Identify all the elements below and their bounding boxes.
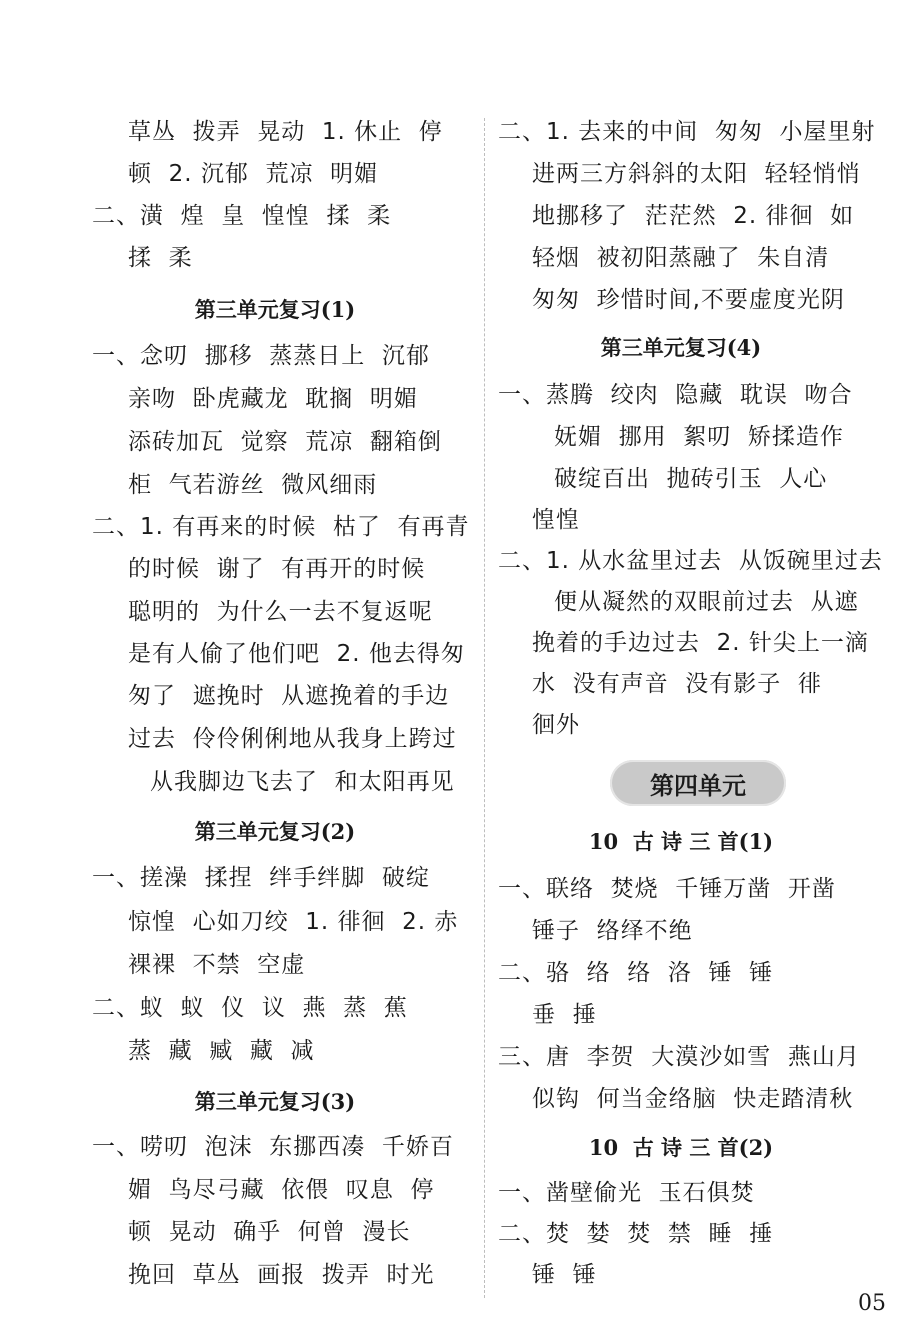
text-line: 一、搓澡 揉捏 绊手绊脚 破绽: [92, 865, 430, 891]
text-line: 从我脚边飞去了 和太阳再见: [150, 769, 455, 795]
text-line: 二、1. 从水盆里过去 从饭碗里过去: [498, 548, 883, 574]
text-line: 一、念叨 挪移 蒸蒸日上 沉郁: [92, 343, 430, 369]
text-line: 裸裸 不禁 空虚: [128, 952, 306, 978]
text-line: 聪明的 为什么一去不复返呢: [128, 599, 433, 625]
text-line: 一、凿壁偷光 玉石俱焚: [498, 1180, 755, 1206]
text-line: 一、联络 焚烧 千锤万凿 开凿: [498, 876, 836, 902]
text-line: 匆了 遮挽时 从遮挽着的手边: [128, 683, 450, 709]
text-line: 媚 鸟尽弓藏 依偎 叹息 停: [128, 1177, 435, 1203]
text-line: 进两三方斜斜的太阳 轻轻悄悄: [532, 161, 861, 187]
text-line: 一、蒸腾 绞肉 隐藏 耽误 吻合: [498, 382, 853, 408]
text-line: 二、骆 络 络 洛 锤 锤: [498, 960, 774, 986]
text-line: 徊外: [532, 712, 580, 738]
page-number: 05: [858, 1291, 886, 1316]
text-line: 惶惶: [532, 507, 580, 533]
unit-badge: 第四单元: [610, 760, 786, 806]
text-line: 挽回 草丛 画报 拨弄 时光: [128, 1262, 435, 1288]
text-line: 二、潢 煌 皇 惶惶 揉 柔: [92, 203, 392, 229]
text-line: 便从凝然的双眼前过去 从遮: [554, 589, 859, 615]
text-line: 顿 晃动 确乎 何曾 漫长: [128, 1219, 411, 1245]
text-line: 妩媚 挪用 絮叨 矫揉造作: [554, 424, 844, 450]
text-line: 添砖加瓦 觉察 荒凉 翻箱倒: [128, 429, 442, 455]
text-line: 一、唠叨 泡沫 东挪西凑 千娇百: [92, 1134, 454, 1160]
text-line: 是有人偷了他们吧 2. 他去得匆: [128, 641, 465, 667]
text-line: 草丛 拨弄 晃动 1. 休止 停: [128, 119, 443, 145]
text-line: 顿 2. 沉郁 荒凉 明媚: [128, 161, 379, 187]
text-line: 亲吻 卧虎藏龙 耽搁 明媚: [128, 386, 418, 412]
text-line: 过去 伶伶俐俐地从我身上跨过: [128, 726, 457, 752]
text-line: 挽着的手边过去 2. 针尖上一滴: [532, 630, 869, 656]
section-heading: 10 古 诗 三 首(2): [588, 1135, 774, 1160]
text-line: 锤子 络绎不绝: [532, 918, 693, 944]
text-line: 轻烟 被初阳蒸融了 朱自清: [532, 245, 830, 271]
text-line: 惊惶 心如刀绞 1. 徘徊 2. 赤: [128, 909, 459, 935]
text-line: 破绽百出 抛砖引玉 人心: [554, 466, 828, 492]
text-line: 二、焚 婪 焚 禁 睡 捶: [498, 1221, 774, 1247]
text-line: 三、唐 李贺 大漠沙如雪 燕山月: [498, 1044, 860, 1070]
text-line: 似钩 何当金络脑 快走踏清秋: [532, 1086, 854, 1112]
text-line: 二、1. 去来的中间 匆匆 小屋里射: [498, 119, 876, 145]
text-line: 柜 气若游丝 微风细雨: [128, 472, 378, 498]
section-heading: 第三单元复习(3): [194, 1089, 356, 1114]
text-line: 水 没有声音 没有影子 徘: [532, 671, 822, 697]
column-divider: [484, 118, 485, 1298]
section-heading: 第三单元复习(2): [194, 819, 356, 844]
section-heading: 10 古 诗 三 首(1): [588, 829, 774, 854]
text-line: 锤 锤: [532, 1262, 597, 1288]
text-line: 蒸 藏 臧 藏 减: [128, 1038, 315, 1064]
text-line: 二、蚁 蚁 仪 议 燕 蒸 蕉: [92, 995, 408, 1021]
text-line: 二、1. 有再来的时候 枯了 有再青: [92, 514, 470, 540]
text-line: 的时候 谢了 有再开的时候: [128, 556, 426, 582]
text-line: 匆匆 珍惜时间,不要虚度光阴: [532, 287, 845, 313]
text-line: 揉 柔: [128, 245, 193, 271]
text-line: 地挪移了 茫茫然 2. 徘徊 如: [532, 203, 855, 229]
section-heading: 第三单元复习(1): [194, 297, 356, 322]
section-heading: 第三单元复习(4): [600, 335, 762, 360]
text-line: 垂 捶: [532, 1002, 597, 1028]
